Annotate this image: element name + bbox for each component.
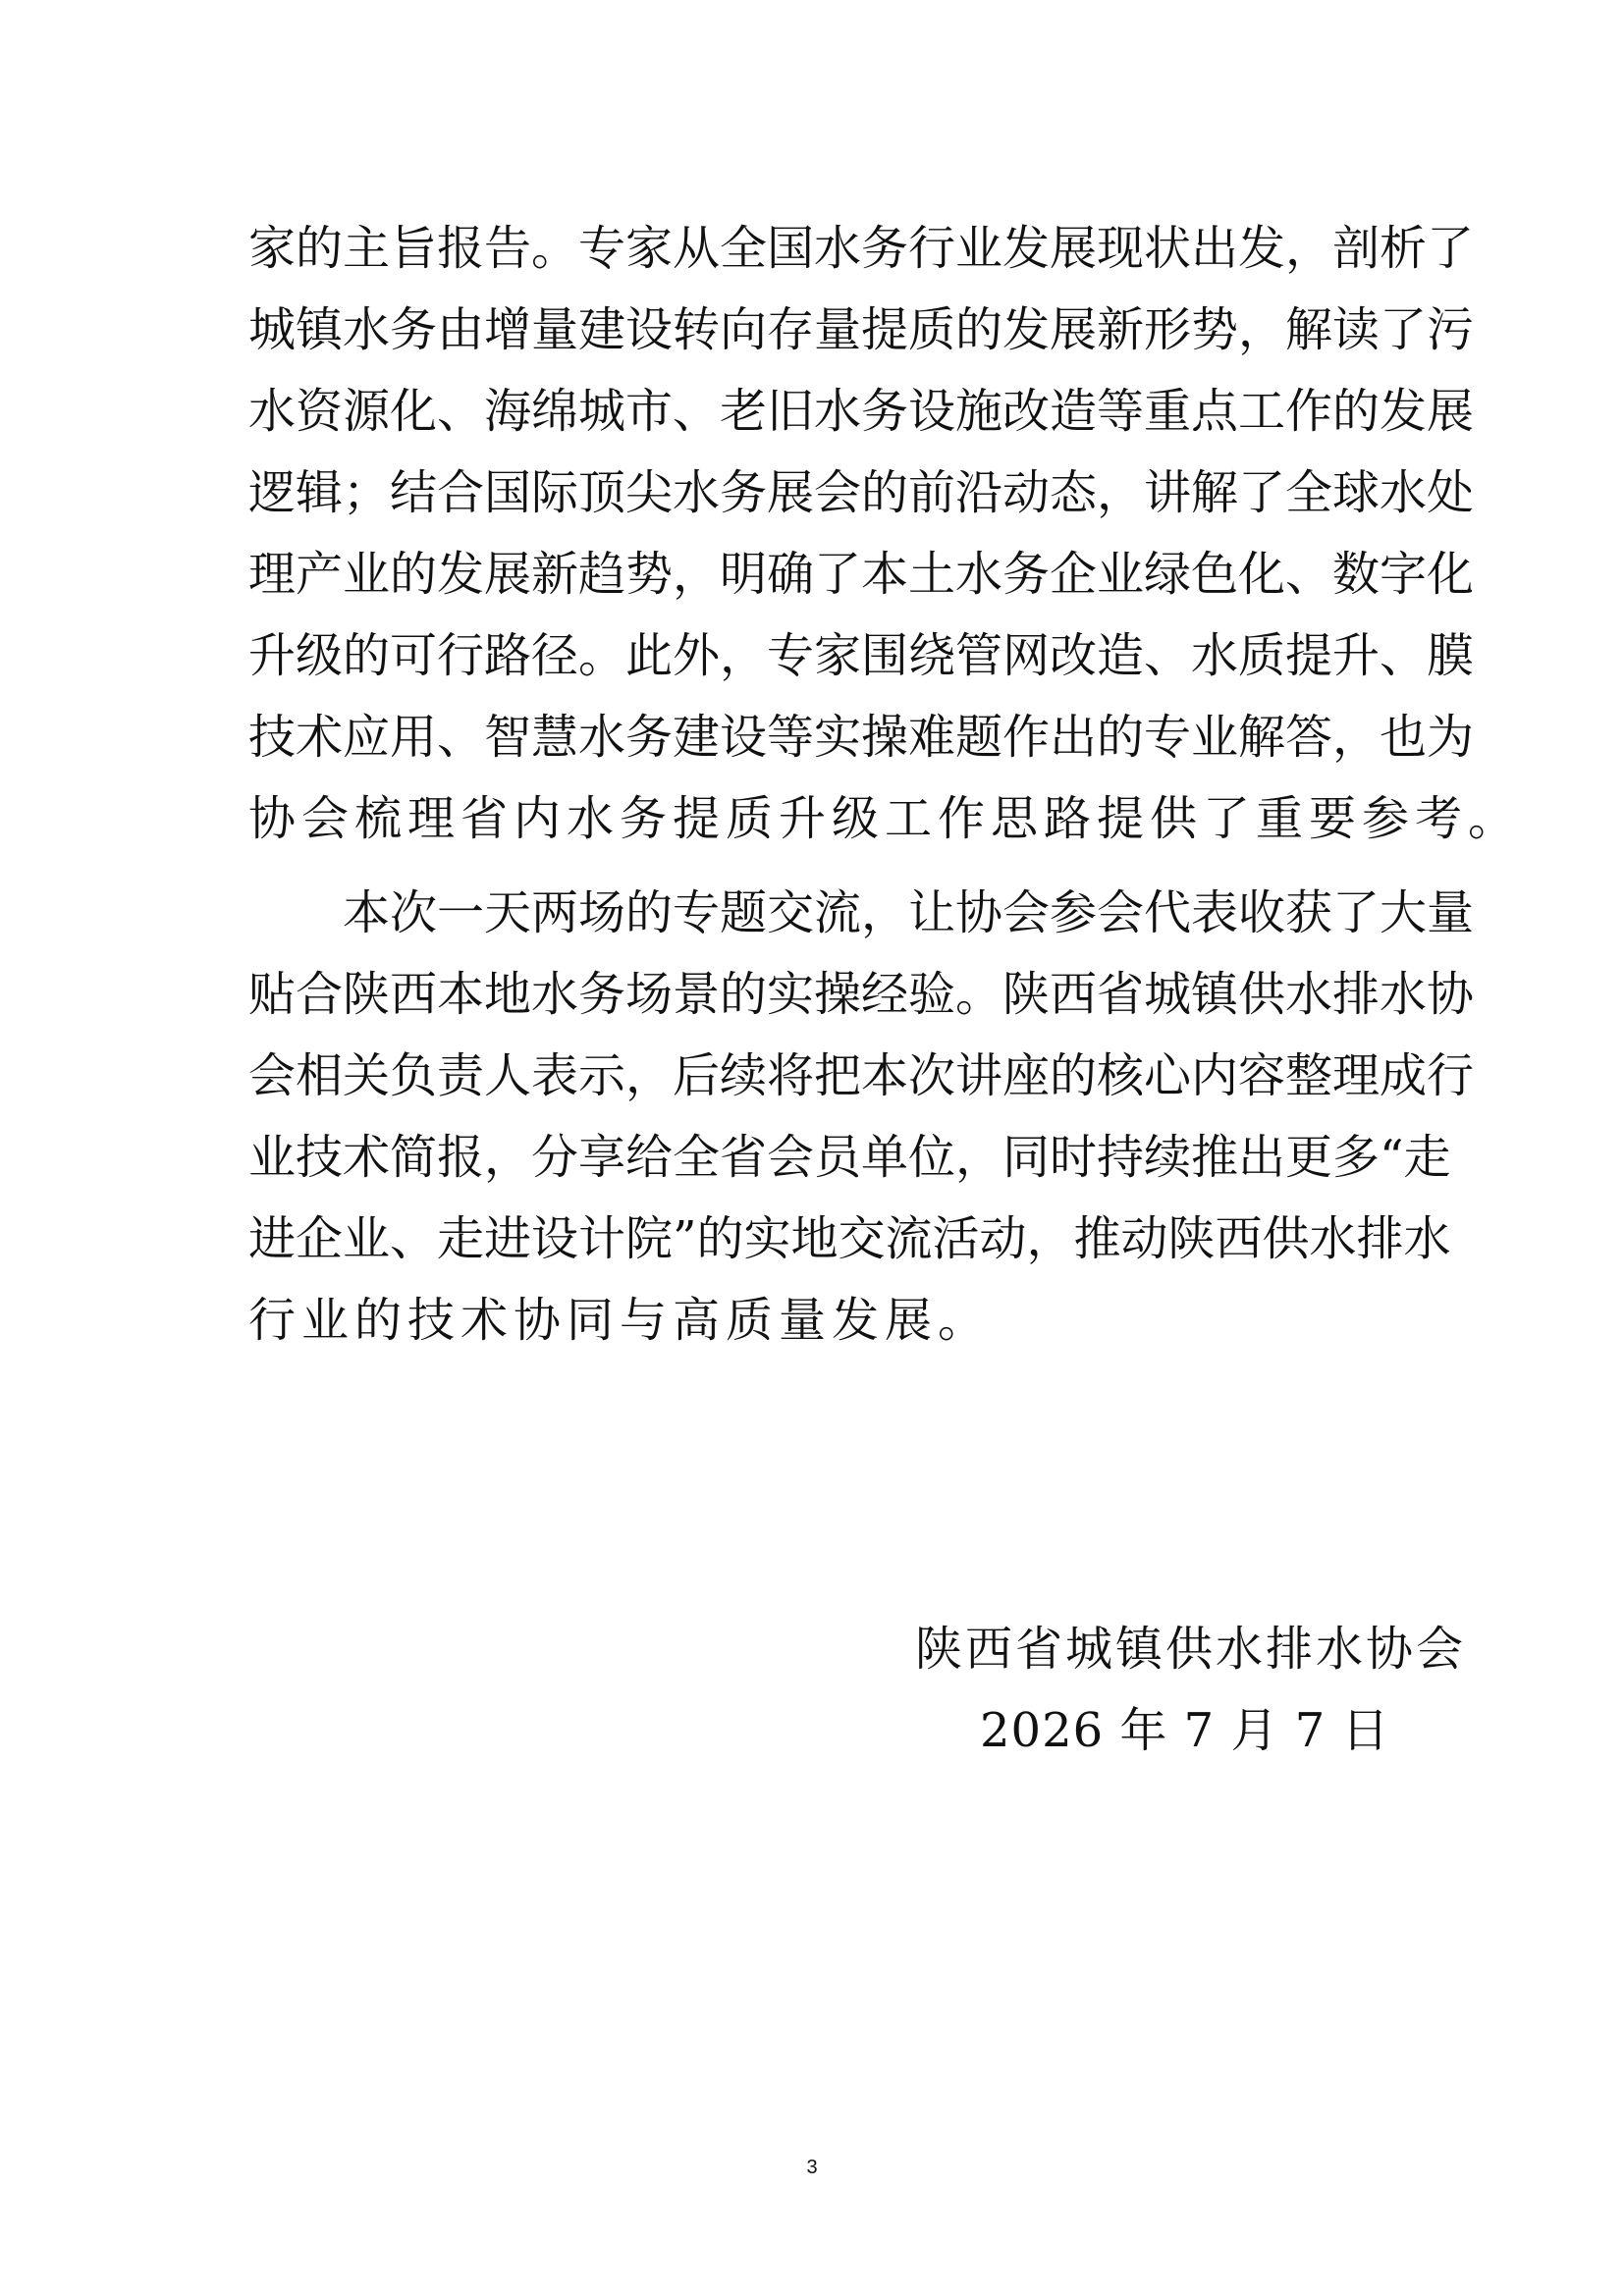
paragraph-line: 理产业的发展新趋势，明确了本土水务企业绿色化、数字化: [248, 547, 1475, 602]
paragraph-line: 业技术简报，分享给全省会员单位，同时持续推出更多“走: [248, 1130, 1451, 1185]
paragraph-line: 协会梳理省内水务提质升级工作思路提供了重要参考。: [248, 791, 1522, 846]
paragraph-line: 城镇水务由增量建设转向存量提质的发展新形势，解读了污: [248, 302, 1475, 357]
paragraph-line: 逻辑；结合国际顶尖水务展会的前沿动态，讲解了全球水处: [248, 465, 1475, 520]
paragraph-line: 升级的可行路径。此外，专家围绕管网改造、水质提升、膜: [248, 628, 1475, 683]
page-number: 3: [806, 2157, 818, 2178]
paragraph-line: 水资源化、海绵城市、老旧水务设施改造等重点工作的发展: [248, 384, 1475, 439]
paragraph-line: 技术应用、智慧水务建设等实操难题作出的专业解答，也为: [248, 710, 1475, 765]
paragraph-line: 进企业、走进设计院”的实地交流活动，推动陕西供水排水: [248, 1211, 1451, 1266]
paragraph-line: 会相关负责人表示，后续将把本次讲座的核心内容整理成行: [248, 1048, 1475, 1103]
paragraph-line: 家的主旨报告。专家从全国水务行业发展现状出发，剖析了: [248, 221, 1475, 276]
paragraph-line: 行业的技术协同与高质量发展。: [248, 1293, 992, 1348]
signature-organization: 陕西省城镇供水排水协会: [915, 1622, 1467, 1677]
signature-date: 2026 年 7 月 7 日: [980, 1703, 1390, 1758]
paragraph-line: 本次一天两场的专题交流，让协会参会代表收获了大量: [343, 885, 1475, 940]
paragraph-line: 贴合陕西本地水务场景的实操经验。陕西省城镇供水排水协: [248, 967, 1475, 1022]
